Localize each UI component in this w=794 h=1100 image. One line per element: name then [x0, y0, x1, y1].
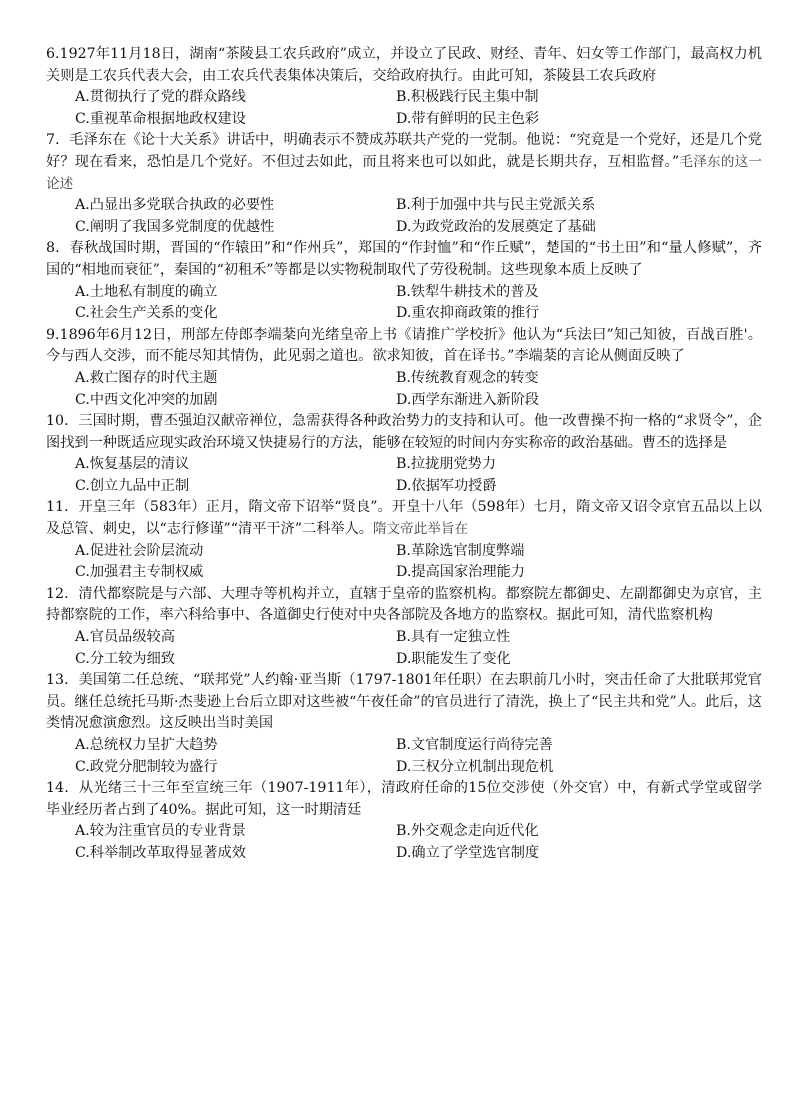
option-c[interactable]: C.重视革命根据地政权建设 [75, 110, 246, 127]
option-c[interactable]: C.中西文化冲突的加剧 [75, 391, 218, 408]
option-a[interactable]: A.促进社会阶层流动 [75, 542, 204, 559]
question-stem: 11．开皇三年（583年）正月，隋文帝下诏举“贤良”。开皇十八年（598年）七月，隋文帝又诏令京官五品以上以及总管、刺史，以“志行修谨”“清平干济”二科举人。隋文帝此举旨在 [46, 499, 762, 538]
question-stem: 12．清代都察院是与六部、大理寺等机构并立，直辖于皇帝的监察机构。都察院左都御史、左副都御史为京官，主持都察院的工作，率六科给事中、各道御史行使对中央各部院及各地方的监察权。据此可知，清代监察机构 [46, 585, 762, 624]
option-list [46, 821, 762, 864]
option-c[interactable]: C.阐明了我国多党制度的优越性 [75, 218, 275, 235]
option-b[interactable]: B.具有一定独立性 [396, 629, 511, 646]
option-b[interactable]: B.文官制度运行尚待完善 [396, 737, 553, 753]
option-a[interactable]: A.较为注重官员的专业背景 [75, 823, 246, 840]
option-c[interactable]: C.科举制改革取得显著成效 [75, 844, 246, 861]
option-b[interactable]: B.拉拢朋党势力 [396, 456, 497, 473]
option-d[interactable]: D.重农抑商政策的推行 [396, 305, 540, 322]
question-11 [46, 497, 762, 583]
option-c[interactable]: C.创立九品中正制 [75, 477, 190, 494]
question-7 [46, 130, 762, 238]
option-d[interactable]: D.为政党政治的发展奠定了基础 [396, 218, 596, 235]
option-a[interactable]: A.恢复基层的清议 [75, 456, 190, 473]
option-list [46, 627, 762, 670]
option-c[interactable]: C.分工较为细致 [75, 650, 175, 667]
option-list [46, 87, 762, 130]
option-a[interactable]: A.总统权力呈扩大趋势 [75, 737, 218, 753]
option-d[interactable]: D.确立了学堂选官制度 [396, 844, 540, 861]
option-d[interactable]: D.三权分立机制出现危机 [396, 758, 554, 775]
option-c[interactable]: C.政党分肥制较为盛行 [75, 758, 218, 775]
question-8 [46, 238, 762, 324]
option-list [46, 368, 762, 411]
question-6 [46, 44, 762, 130]
question-13 [46, 670, 762, 778]
option-b[interactable]: B.铁犁牛耕技术的普及 [396, 283, 539, 300]
option-b[interactable]: B.外交观念走向近代化 [396, 823, 539, 840]
option-a[interactable]: A.贯彻执行了党的群众路线 [75, 89, 246, 106]
question-stem-tail: 隋文帝此举旨在 [372, 521, 469, 538]
option-b[interactable]: B.革除选官制度弊端 [396, 542, 525, 559]
option-list [46, 195, 762, 238]
option-d[interactable]: D.带有鲜明的民主色彩 [396, 110, 540, 127]
option-a[interactable]: A.救亡图存的时代主题 [75, 369, 218, 386]
question-stem: 6.1927年11月18日，湖南“茶陵县工农兵政府”成立，并设立了民政、财经、青年、妇女等工作部门，最高权力机关则是工农兵代表大会，由工农兵代表集体决策后，交给政府执行。由此可知，茶陵县工农兵政府 [46, 46, 762, 84]
option-d[interactable]: D.依据军功授爵 [396, 477, 497, 494]
option-list [46, 735, 762, 778]
question-stem-tail: 毛泽东的这一论述 [46, 153, 762, 192]
option-list [46, 541, 762, 584]
question-stem: 14．从光绪三十三年至宣统三年（1907-1911年），清政府任命的15位交涉使（外交官）中，有新式学堂或留学毕业经历者占到了40%。据此可知，这一时期清廷 [46, 780, 762, 818]
option-d[interactable]: D.提高国家治理能力 [396, 564, 525, 581]
question-stem: 13．美国第二任总统、“联邦党”人约翰·亚当斯（1797-1801年任职）在去职前几小时，突击任命了大批联邦党官员。继任总统托马斯·杰斐逊上台后立即对这些被“午夜任命”的官员进行了清洗，换上了“民主共和党”人。此后，这类情况愈演愈烈。这反映出当时美国 [46, 672, 762, 732]
option-b[interactable]: B.积极践行民主集中制 [396, 89, 539, 106]
option-c[interactable]: C.社会生产关系的变化 [75, 305, 218, 322]
question-9 [46, 325, 762, 411]
option-d[interactable]: D.职能发生了变化 [396, 650, 511, 667]
question-stem: 7．毛泽东在《论十大关系》讲话中，明确表示不赞成苏联共产党的一党制。他说：“究竟是一个党好，还是几个党好？现在看来，恐怕是几个党好。不但过去如此，而且将来也可以如此，就是长期共存，互相监督。”毛泽东的这一论述 [46, 132, 762, 192]
option-a[interactable]: A.土地私有制度的确立 [75, 283, 218, 300]
question-stem: 8．春秋战国时期，晋国的“作辕田”和“作州兵”，郑国的“作封恤”和“作丘赋”，楚国的“书土田”和“量人修赋”，齐国的“相地而衰征”，秦国的“初租禾”等都是以实物税制取代了劳役税制。这些现象本质上反映了 [46, 240, 762, 278]
question-stem: 10．三国时期，曹丕强迫汉献帝禅位，急需获得各种政治势力的支持和认可。他一改曹操不拘一格的“求贤令”，企图找到一种既适应现实政治环境又快捷易行的方法，能够在较短的时间内夯实称帝的政治基础。曹丕的选择是 [46, 413, 762, 451]
option-d[interactable]: D.西学东渐进入新阶段 [396, 391, 540, 408]
option-a[interactable]: A.官员品级较高 [75, 629, 175, 646]
option-b[interactable]: B.利于加强中共与民主党派关系 [396, 197, 596, 214]
option-c[interactable]: C.加强君主专制权威 [75, 564, 204, 581]
exam-page [46, 44, 762, 865]
option-list [46, 454, 762, 497]
option-a[interactable]: A.凸显出多党联合执政的必要性 [75, 197, 275, 214]
question-12 [46, 584, 762, 670]
question-stem: 9.1896年6月12日，刑部左侍郎李端棻向光绪皇帝上书《请推广学校折》他认为“兵法曰”知己知彼，百战百胜'。今与西人交涉，而不能尽知其情伪，此见弱之道也。欲求知彼，首在译书。”李端棻的言论从侧面反映了 [46, 326, 762, 365]
option-b[interactable]: B.传统教育观念的转变 [396, 369, 539, 386]
question-14 [46, 778, 762, 864]
option-list [46, 282, 762, 325]
question-10 [46, 411, 762, 497]
